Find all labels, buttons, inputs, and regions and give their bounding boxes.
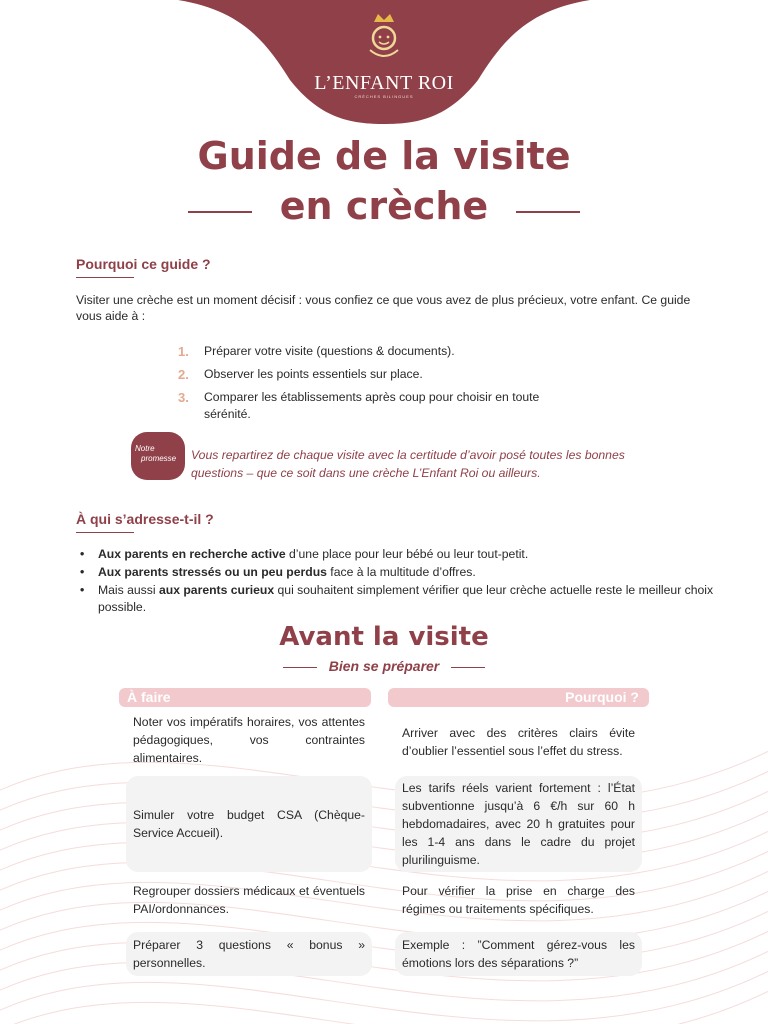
list-item: • Aux parents stressés ou un peu perdus face à la multitude d’offres. (80, 564, 720, 581)
promise-text: Vous repartirez de chaque visite avec la certitude d’avoir posé toutes les bonnes questions – que ce soit dans une crèche L’Enfant Roi ou ailleurs. (191, 448, 625, 480)
table-cell-why: Les tarifs réels varient fortement : l’État subventionne jusqu’à 6 €/h sur 60 h hebdomadaires, avec 20 h gratuites pour les 1-4 ans dans le cadre du projet plurilinguisme. (395, 776, 642, 872)
heading-underline (76, 277, 134, 278)
title-divider-right (516, 211, 580, 213)
table-cell-why: Arriver avec des critères clairs évite d’oublier l’essentiel sous l’effet du stress. (402, 726, 635, 758)
intro-paragraph: Visiter une crèche est un moment décisif : vous confiez ce que vous avez de plus précieux, votre enfant. Ce guide vous aide à : (76, 293, 691, 323)
audience-list (80, 546, 720, 617)
table-cell-todo: Simuler votre budget CSA (Chèque-Service Accueil). (126, 776, 372, 872)
table-cell-todo: Préparer 3 questions « bonus » personnelles. (126, 932, 372, 976)
section-heading-who: À qui s’adresse-t-il ? (76, 511, 214, 527)
list-item: • Aux parents en recherche active d’une place pour leur bébé ou leur tout-petit. (80, 546, 720, 563)
list-item: • Mais aussi aux parents curieux qui souhaitent simplement vérifier que leur crèche actuelle reste le meilleur choix possible. (80, 582, 718, 616)
promise-badge (131, 432, 185, 480)
list-item (178, 366, 598, 383)
promise-badge-line2: promesse (141, 454, 177, 463)
brand-tagline: CRÈCHES BILINGUES (354, 94, 414, 99)
title-divider-left (188, 211, 252, 213)
step-text: Observer les points essentiels sur place. (204, 367, 423, 381)
list-item (178, 343, 598, 360)
step-number: 3. (178, 390, 189, 405)
step-text: Préparer votre visite (questions & documents). (204, 344, 455, 358)
subtitle-divider-right (451, 667, 485, 668)
column-header-why: Pourquoi ? (388, 688, 649, 707)
step-text: Comparer les établissements après coup pour choisir en toute sérénité. (204, 390, 540, 421)
section-heading-why: Pourquoi ce guide ? (76, 256, 211, 272)
brand-logo (300, 10, 468, 100)
step-number: 2. (178, 367, 189, 382)
step-number: 1. (178, 344, 189, 359)
column-header-todo: À faire (119, 688, 371, 707)
table-cell-todo: Noter vos impératifs horaires, vos attentes pédagogiques, vos contraintes alimentaires. (133, 715, 365, 765)
crown-baby-icon (364, 10, 404, 58)
promise-badge-line1: Notre (135, 444, 155, 453)
page-title-line1: Guide de la visite (197, 134, 571, 178)
steps-list (178, 343, 598, 429)
table-cell-todo: Regrouper dossiers médicaux et éventuels PAI/ordonnances. (133, 884, 365, 916)
page-title-line2: en crèche (279, 184, 489, 228)
section-subtitle-before: Bien se préparer (328, 658, 440, 674)
subtitle-divider-left (283, 667, 317, 668)
table-cell-why: Pour vérifier la prise en charge des régimes ou traitements spécifiques. (402, 884, 635, 916)
table-cell-why: Exemple : ”Comment gérez-vous les émotions lors des séparations ?” (395, 932, 642, 976)
section-title-before: Avant la visite (279, 622, 489, 652)
brand-name: L’ENFANT ROI (314, 72, 454, 94)
heading-underline (76, 532, 134, 533)
list-item (178, 389, 574, 423)
